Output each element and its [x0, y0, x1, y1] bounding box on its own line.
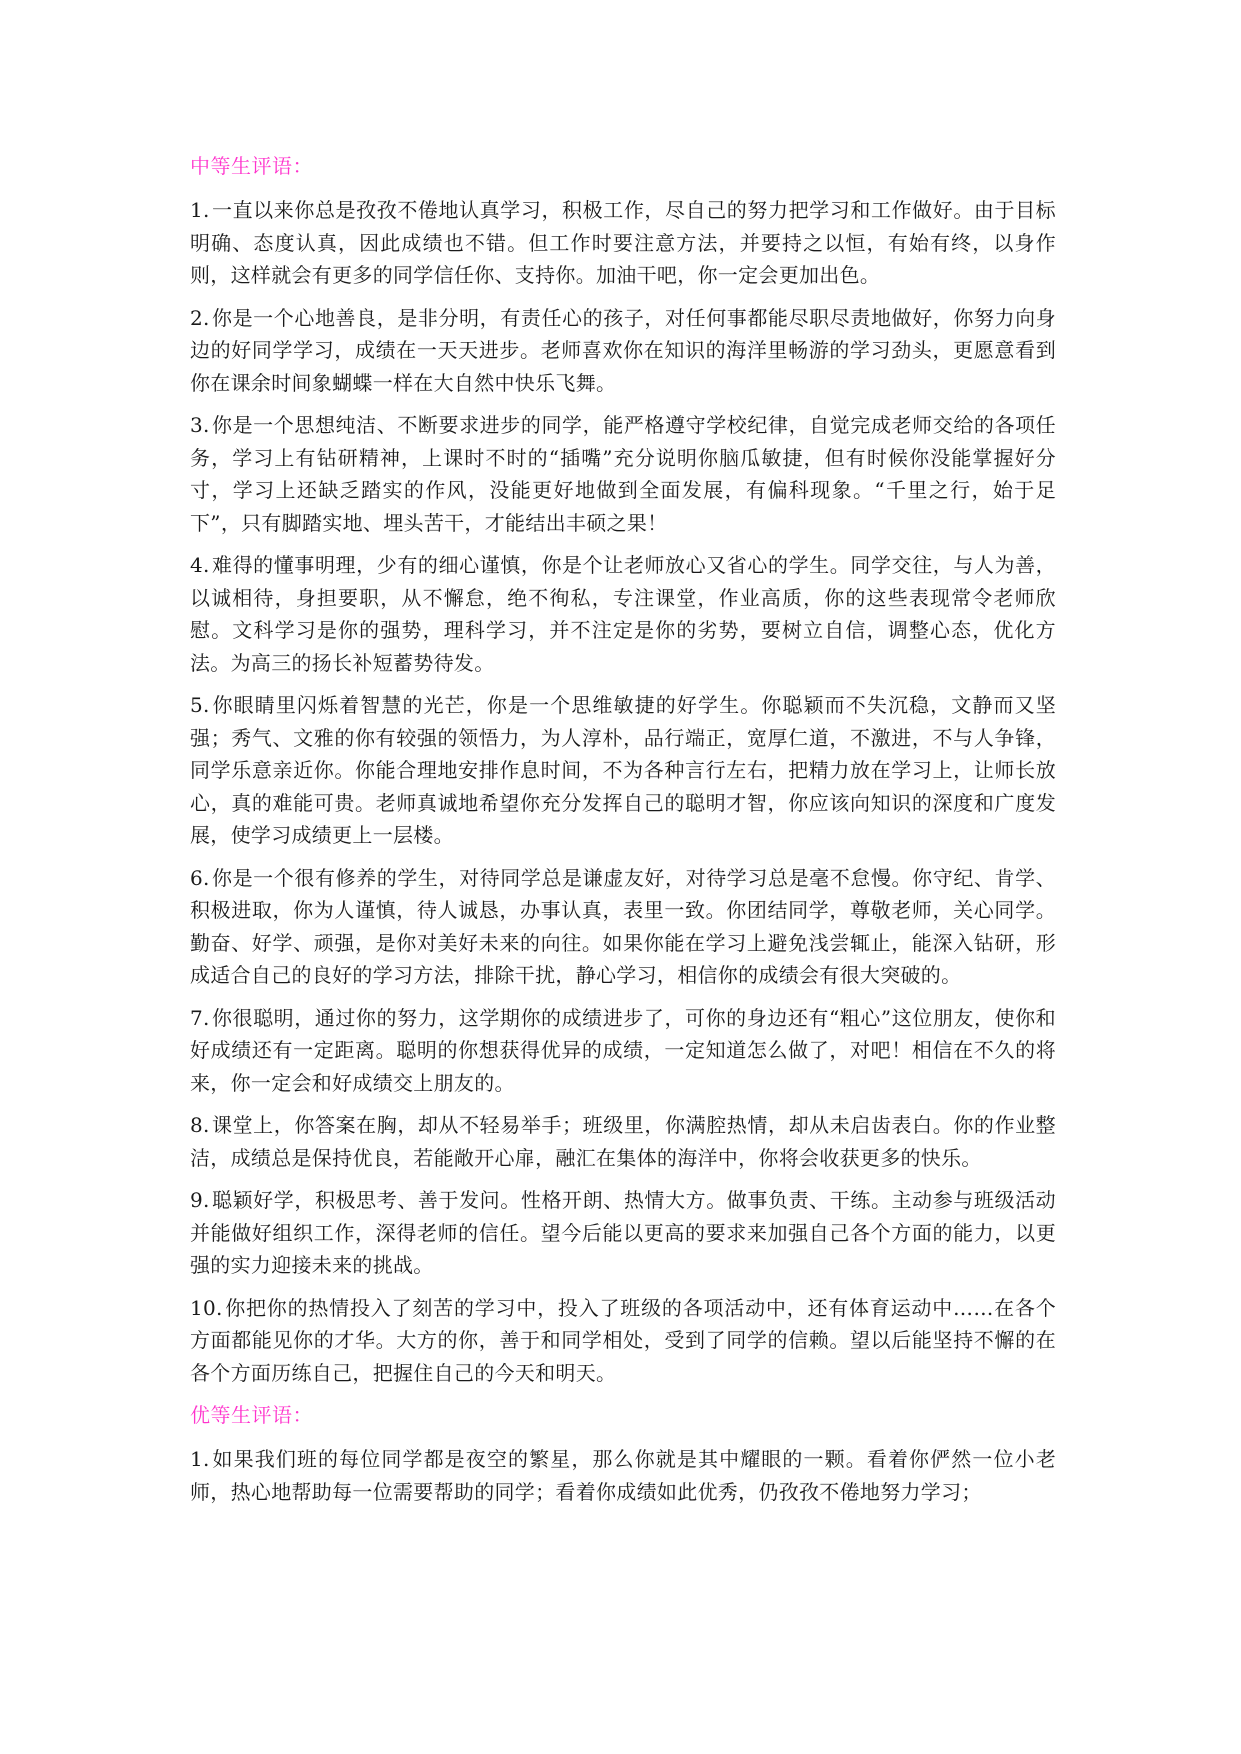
item-text: 一直以来你总是孜孜不倦地认真学习，积极工作，尽自己的努力把学习和工作做好。由于目标明确、态度认真，因此成绩也不错。但工作时要注意方法，并要持之以恒，有始有终，以身作则，这样就会有更多的同学信任你、支持你。加油干吧，你一定会更加出色。 — [190, 198, 1056, 287]
item-number: 9. — [190, 1188, 210, 1212]
item-number: 1. — [190, 1447, 210, 1471]
item-text: 你眼睛里闪烁着智慧的光芒，你是一个思维敏捷的好学生。你聪颖而不失沉稳，文静而又坚强；秀气、文雅的你有较强的领悟力，为人淳朴，品行端正，宽厚仁道，不激进，不与人争锋，同学乐意亲近你。你能合理地安排作息时间，不为各种言行左右，把精力放在学习上，让师长放心，真的难能可贵。老师真诚地希望你充分发挥自己的聪明才智，你应该向知识的深度和广度发展，使学习成绩更上一层楼。 — [190, 693, 1056, 847]
comment-paragraph — [190, 1002, 1056, 1100]
item-text: 你是一个心地善良，是非分明，有责任心的孩子，对任何事都能尽职尽责地做好，你努力向身边的好同学学习，成绩在一天天进步。老师喜欢你在知识的海洋里畅游的学习劲头，更愿意看到你在课余时间象蝴蝶一样在大自然中快乐飞舞。 — [190, 305, 1056, 395]
item-number: 3. — [190, 413, 210, 437]
item-text: 你很聪明，通过你的努力，这学期你的成绩进步了，可你的身边还有“粗心”这位朋友，使你和好成绩还有一定距离。聪明的你想获得优异的成绩，一定知道怎么做了，对吧！相信在不久的将来，你一定会和好成绩交上朋友的。 — [190, 1005, 1056, 1095]
comment-paragraph — [190, 409, 1056, 539]
comment-paragraph — [190, 302, 1056, 400]
item-number: 1. — [190, 198, 210, 222]
item-number: 4. — [190, 553, 210, 577]
item-number: 6. — [190, 865, 210, 890]
section-heading: 中等生评语： — [190, 154, 313, 178]
comment-paragraph — [190, 689, 1056, 852]
comment-paragraph — [190, 862, 1056, 992]
comment-paragraph — [190, 1292, 1056, 1390]
comment-paragraph — [190, 549, 1056, 679]
comment-paragraph — [190, 1443, 1056, 1508]
item-text: 你把你的热情投入了刻苦的学习中，投入了班级的各项活动中，还有体育运动中……在各个方面都能见你的才华。大方的你，善于和同学相处，受到了同学的信赖。望以后能坚持不懈的在各个方面历练自己，把握住自己的今天和明天。 — [190, 1295, 1056, 1385]
item-number: 10. — [190, 1295, 223, 1320]
item-text: 聪颖好学，积极思考、善于发问。性格开朗、热情大方。做事负责、干练。主动参与班级活动并能做好组织工作，深得老师的信任。望今后能以更高的要求来加强自己各个方面的能力，以更强的实力迎接未来的挑战。 — [190, 1188, 1056, 1277]
section-intermediate — [190, 150, 1056, 1389]
comment-paragraph — [190, 194, 1056, 292]
item-text: 难得的懂事明理，少有的细心谨慎，你是个让老师放心又省心的学生。同学交往，与人为善，以诚相待，身担要职，从不懈怠，绝不徇私，专注课堂，作业高质，你的这些表现常令老师欣慰。文科学习是你的强势，理科学习，并不注定是你的劣势，要树立自信，调整心态，优化方法。为高三的扬长补短蓄势待发。 — [190, 553, 1056, 675]
comment-paragraph — [190, 1109, 1056, 1174]
item-text: 如果我们班的每位同学都是夜空的繁星，那么你就是其中耀眼的一颗。看着你俨然一位小老师，热心地帮助每一位需要帮助的同学；看着你成绩如此优秀，仍孜孜不倦地努力学习； — [190, 1447, 1056, 1504]
item-number: 5. — [190, 693, 210, 717]
item-text: 课堂上，你答案在胸，却从不轻易举手；班级里，你满腔热情，却从未启齿表白。你的作业整洁，成绩总是保持优良，若能敞开心扉，融汇在集体的海洋中，你将会收获更多的快乐。 — [190, 1113, 1056, 1170]
item-text: 你是一个思想纯洁、不断要求进步的同学，能严格遵守学校纪律，自觉完成老师交给的各项任务，学习上有钻研精神，上课时不时的“插嘴”充分说明你脑瓜敏捷，但有时候你没能掌握好分寸，学习上还缺乏踏实的作风，没能更好地做到全面发展，有偏科现象。“千里之行，始于足下”，只有脚踏实地、埋头苦干，才能结出丰硕之果！ — [190, 413, 1056, 535]
item-number: 8. — [190, 1113, 210, 1137]
comment-paragraph — [190, 1184, 1056, 1282]
item-number: 2. — [190, 305, 210, 330]
section-excellent — [190, 1399, 1056, 1508]
item-number: 7. — [190, 1005, 210, 1030]
item-text: 你是一个很有修养的学生，对待同学总是谦虚友好，对待学习总是毫不怠慢。你守纪、肯学、积极进取，你为人谨慎，待人诚恳，办事认真，表里一致。你团结同学，尊敬老师，关心同学。勤奋、好学、顽强，是你对美好未来的向往。如果你能在学习上避免浅尝辄止，能深入钻研，形成适合自己的良好的学习方法，排除干扰，静心学习，相信你的成绩会有很大突破的。 — [190, 865, 1056, 987]
document-page — [190, 150, 1056, 1518]
section-heading: 优等生评语： — [190, 1403, 313, 1427]
